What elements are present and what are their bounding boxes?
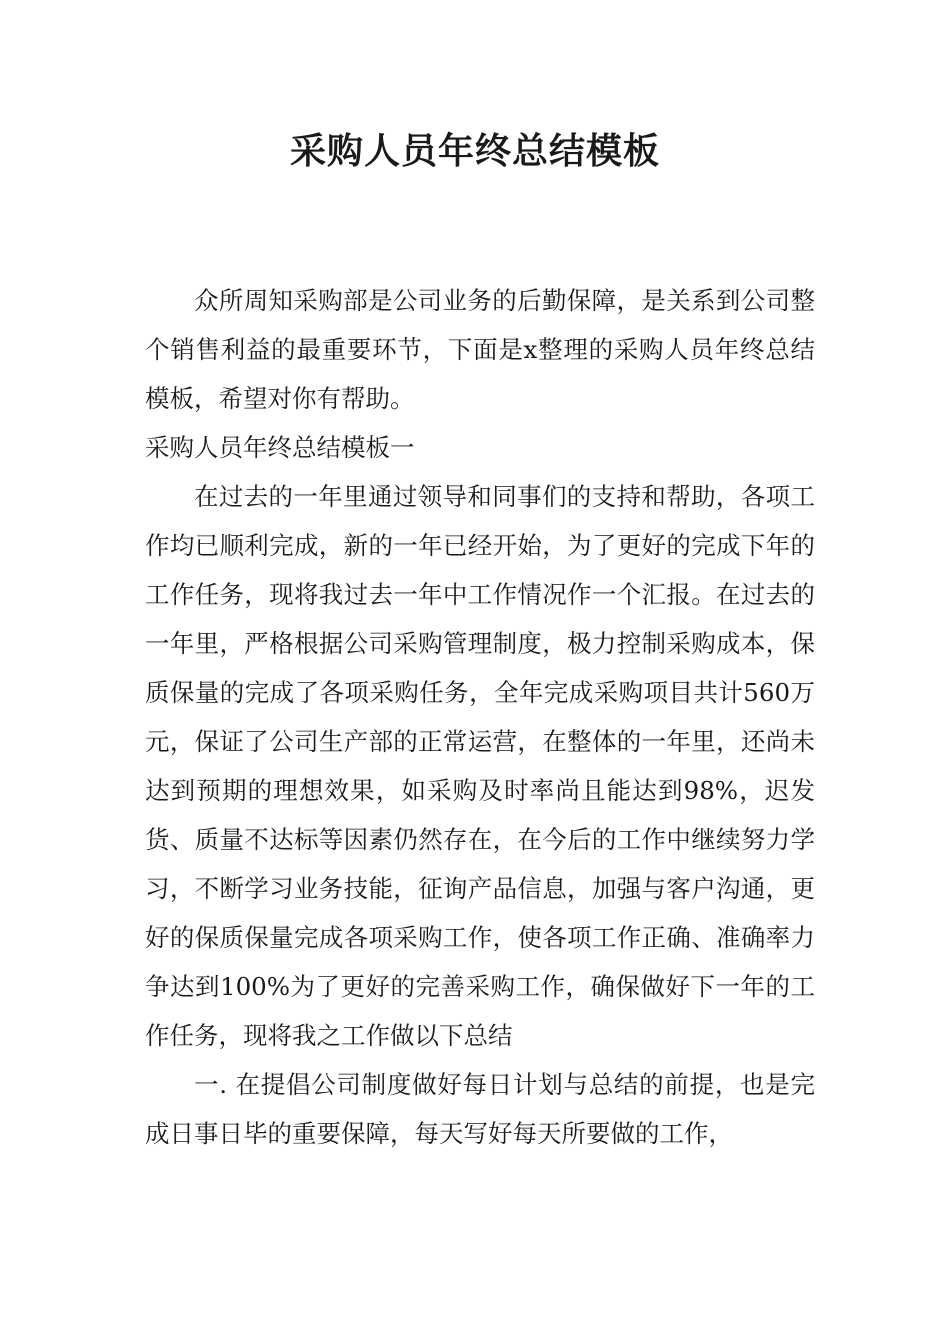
document-body: [145, 276, 815, 1158]
body-paragraph: 一. 在提倡公司制度做好每日计划与总结的前提，也是完成日事日毕的重要保障，每天写好每天所要做的工作，: [145, 1070, 815, 1148]
intro-paragraph: 众所周知采购部是公司业务的后勤保障，是关系到公司整个销售利益的最重要环节，下面是x整理的采购人员年终总结模板，希望对你有帮助。: [145, 286, 815, 413]
section-heading: 采购人员年终总结模板一: [145, 433, 415, 462]
body-paragraph: 在过去的一年里通过领导和同事们的支持和帮助，各项工作均已顺利完成，新的一年已经开始，为了更好的完成下年的工作任务，现将我过去一年中工作情况作一个汇报。在过去的一年里，严格根据公司采购管理制度，极力控制采购成本，保质保量的完成了各项采购任务，全年完成采购项目共计560万元，保证了公司生产部的正常运营，在整体的一年里，还尚未达到预期的理想效果，如采购及时率尚且能达到98%，迟发货、质量不达标等因素仍然存在，在今后的工作中继续努力学习，不断学习业务技能，征询产品信息，加强与客户沟通，更好的保质保量完成各项采购工作，使各项工作正确、准确率力争达到100%为了更好的完善采购工作，确保做好下一年的工作任务，现将我之工作做以下总结: [145, 482, 815, 1050]
document-title: 采购人员年终总结模板: [289, 131, 660, 172]
